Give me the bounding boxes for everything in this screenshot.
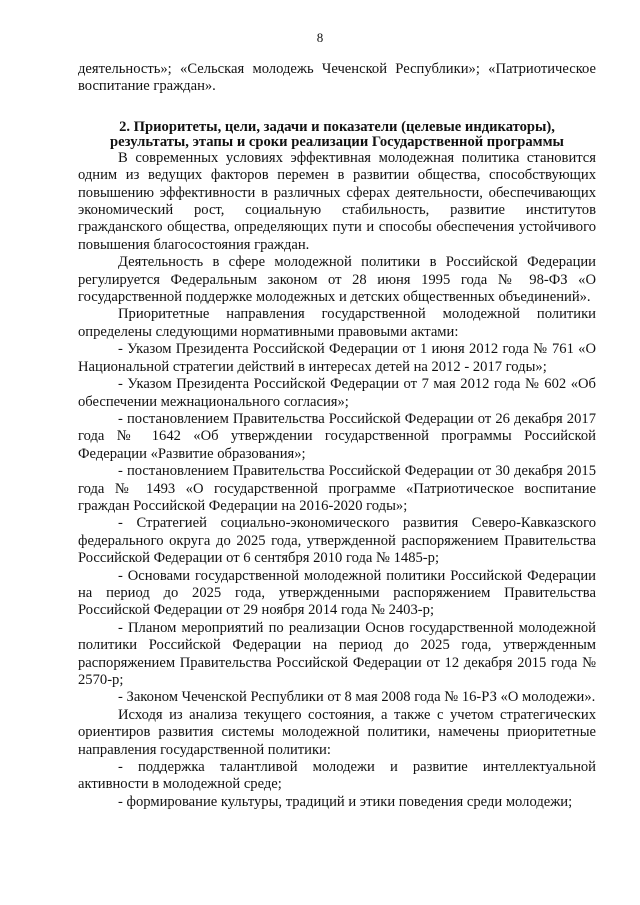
continuation-paragraph: деятельность»; «Сельская молодежь Чеченской Республики»; «Патриотическое воспитание граждан».: [78, 61, 596, 95]
page-content: [78, 61, 596, 811]
list-item-resolution-1493: - постановлением Правительства Российской Федерации от 30 декабря 2015 года № 1493 «О государственной программе «Патриотическое воспитание граждан Российской Федерации на 2016-2020 годы»;: [78, 463, 596, 514]
paragraph-priorities: Исходя из анализа текущего состояния, а также с учетом стратегических ориентиров развития системы молодежной политики, намечены приоритетные направления государственной политики:: [78, 706, 596, 758]
paragraph-1: В современных условиях эффективная молодежная политика становится одним из ведущих факторов перемен в развитии общества, способствующих повышению эффективности в различных сферах деятельности, обеспечивающих экономический рост, социальную стабильность, развитие институтов гражданского общества, определяющих пути и способы обеспечения устойчивого повышения благосостояния граждан.: [78, 149, 596, 253]
list-item-resolution-1642: - постановлением Правительства Российской Федерации от 26 декабря 2017 года № 1642 «Об утверждении государственной программы Российской Федерации «Развитие образования»;: [78, 410, 596, 462]
section-heading-line-1: 2. Приоритеты, цели, задачи и показатели (целевые индикаторы),: [119, 118, 555, 135]
list-item-decree-761: - Указом Президента Российской Федерации от 1 июня 2012 года № 761 «О Национальной стратегии действий в интересах детей на 2012 - 2017 годы»;: [78, 341, 596, 375]
page-number: 8: [316, 30, 324, 45]
section-heading: [78, 120, 596, 150]
list-item-foundations-2403: - Основами государственной молодежной политики Российской Федерации на период до 2025 года, утвержденными распоряжением Правительства Российской Федерации от 29 ноября 2014 года № 2403-р;: [78, 567, 596, 619]
list-item-plan-2570: - Планом мероприятий по реализации Основ государственной молодежной политики Российской Федерации на период до 2025 года, утвержденным распоряжением Правительства Российской Федерации от 12 декабря 2015 года № 2570-р;: [78, 619, 596, 688]
paragraph-3: Приоритетные направления государственной молодежной политики определены следующими нормативными правовыми актами:: [78, 306, 596, 340]
list-item-decree-602: - Указом Президента Российской Федерации от 7 мая 2012 года № 602 «Об обеспечении межнационального согласия»;: [78, 376, 596, 410]
list-item-culture-traditions: - формирование культуры, традиций и этики поведения среди молодежи;: [118, 793, 573, 810]
list-item-strategy-1485: - Стратегией социально-экономического развития Северо-Кавказского федерального округа до 2025 года, утвержденной распоряжением Правительства Российской Федерации от 6 сентября 2010 года № 1485-р;: [78, 515, 596, 567]
list-item-talented-youth: - поддержка талантливой молодежи и развитие интеллектуальной активности в молодежной среде;: [78, 759, 596, 793]
list-item-law-16-rz: - Законом Чеченской Республики от 8 мая 2008 года № 16-РЗ «О молодежи».: [118, 689, 596, 706]
paragraph-2: Деятельность в сфере молодежной политики в Российской Федерации регулируется Федеральным законом от 28 июня 1995 года № 98-ФЗ «О государственной поддержке молодежных и детских общественных объединений».: [78, 254, 596, 306]
section-heading-line-2: результаты, этапы и сроки реализации Государственной программы: [110, 133, 564, 150]
